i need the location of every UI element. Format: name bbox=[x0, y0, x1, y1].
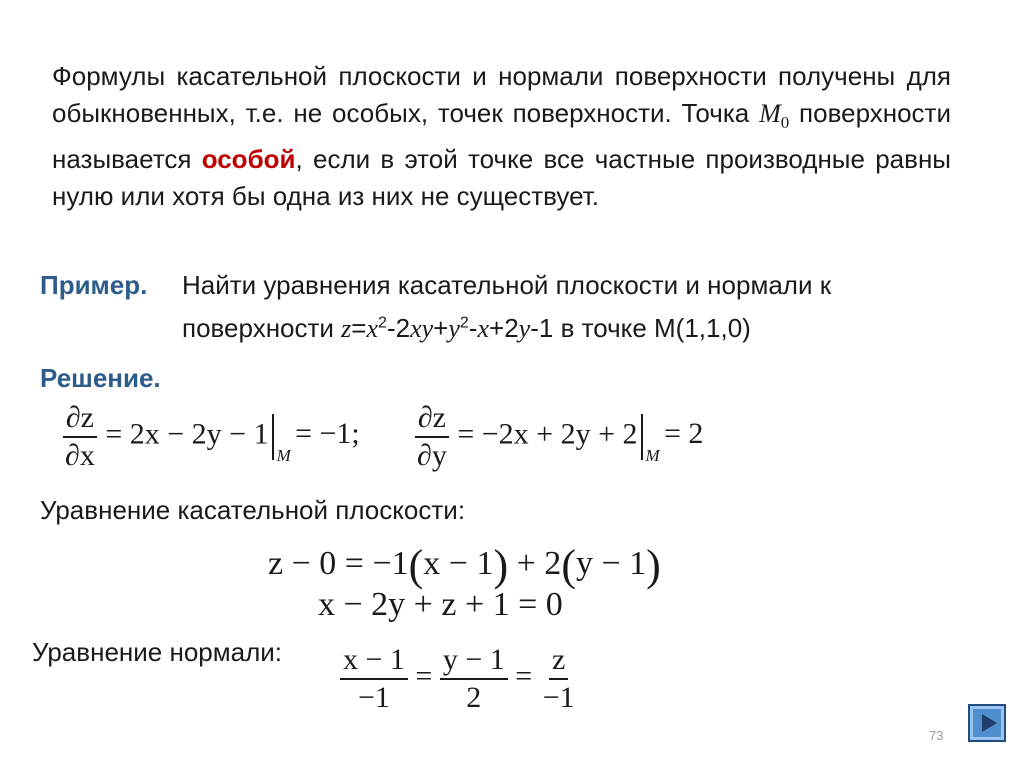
normal-fraction-3 bbox=[540, 644, 578, 713]
dz-dx-numerator: ∂z bbox=[63, 402, 97, 438]
equals-1: = bbox=[415, 659, 433, 693]
tangent-plane-heading: Уравнение касательной плоскости: bbox=[40, 495, 466, 525]
dz-dy-denominator: ∂y bbox=[417, 438, 447, 472]
point-subscript: 0 bbox=[780, 113, 790, 133]
paren-close-2: ) bbox=[646, 541, 661, 590]
plane-eq1-part-a: z − 0 = −1 bbox=[268, 545, 409, 582]
eval-bar-x bbox=[272, 414, 291, 465]
eval-point-x: M bbox=[276, 445, 291, 465]
f1-numerator: x − 1 bbox=[340, 644, 408, 680]
normal-equation bbox=[340, 644, 578, 713]
eval-point-y: M bbox=[645, 445, 660, 465]
paren-open-2: ( bbox=[561, 541, 576, 590]
point-m0 bbox=[759, 99, 790, 133]
dz-dx-value: = −1; bbox=[287, 417, 360, 451]
paren-close-1: ) bbox=[493, 541, 509, 590]
example-text-line2 bbox=[182, 313, 751, 344]
f2-denominator: 2 bbox=[466, 680, 482, 714]
equals-2: = bbox=[515, 659, 533, 693]
point-letter: M bbox=[759, 99, 781, 128]
next-slide-button[interactable] bbox=[968, 704, 1006, 742]
intro-text-3: , если в этой точке все частные производные равны нулю или хотя бы одна из них не существует. bbox=[52, 144, 951, 212]
tangent-plane-equation-1 bbox=[268, 540, 661, 591]
example-text-line1: Найти уравнения касательной плоскости и нормали к bbox=[182, 270, 832, 300]
highlight-singular: особой bbox=[201, 144, 296, 175]
f2-numerator: y − 1 bbox=[440, 644, 508, 680]
f3-denominator: −1 bbox=[542, 680, 575, 714]
normal-fraction-2 bbox=[440, 644, 508, 713]
plane-eq1-part-c: + 2 bbox=[508, 545, 562, 582]
partial-derivative-y bbox=[414, 402, 703, 471]
f1-denominator: −1 bbox=[358, 680, 390, 714]
play-arrow-icon bbox=[982, 714, 997, 732]
dz-dx-denominator: ∂x bbox=[65, 438, 95, 472]
normal-fraction-1 bbox=[340, 644, 408, 713]
intro-paragraph bbox=[52, 58, 951, 215]
surface-equation: $z=x^2-2xy+y^2-x+2y-1$ bbox=[341, 313, 554, 343]
plane-eq1-part-b: x − 1 bbox=[423, 545, 494, 582]
example-prefix: поверхности bbox=[182, 313, 342, 343]
dz-dy-value: = 2 bbox=[656, 417, 704, 451]
example-suffix: в точке М(1,1,0) bbox=[553, 313, 751, 343]
normal-heading: Уравнение нормали: bbox=[32, 637, 282, 667]
partial-derivative-x bbox=[62, 402, 360, 471]
plane-eq1-part-d: y − 1 bbox=[575, 545, 647, 582]
page-number: 73 bbox=[929, 728, 944, 743]
dz-dy-numerator: ∂z bbox=[415, 402, 449, 438]
solution-label: Решение. bbox=[40, 363, 161, 393]
example-label: Пример. bbox=[40, 270, 148, 300]
intro-text-1: Формулы касательной плоскости и нормали поверхности получены для обыкновенных, т.е. не особых, точек поверхности. Точка bbox=[52, 61, 951, 128]
dz-dy-expression: = −2x + 2y + 2 bbox=[449, 417, 638, 451]
dz-dy-fraction bbox=[414, 402, 450, 471]
intro-text-2: поверхности называется bbox=[52, 98, 951, 175]
dz-dx-fraction bbox=[62, 402, 98, 471]
eval-bar-y bbox=[641, 414, 660, 465]
paren-open-1: ( bbox=[408, 541, 424, 590]
dz-dx-expression: = 2x − 2y − 1 bbox=[97, 417, 269, 451]
f3-numerator: z bbox=[549, 644, 568, 680]
tangent-plane-equation-2: x − 2y + z + 1 = 0 bbox=[318, 586, 563, 623]
